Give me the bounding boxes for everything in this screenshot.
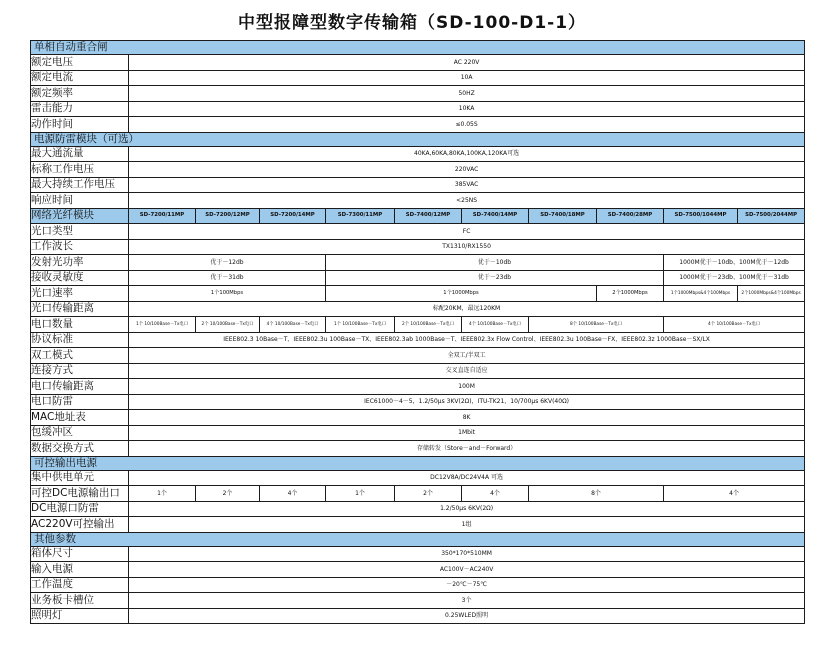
model-header: SD-7400/28MP bbox=[597, 208, 664, 224]
row-value: 1个1000Mbps bbox=[326, 286, 597, 302]
row-value: 1.2/50μs 6KV(2Ω) bbox=[129, 501, 805, 517]
row-value: 2个 bbox=[196, 486, 260, 502]
row-value: 10A bbox=[129, 70, 805, 86]
row-value: ≤0.05S bbox=[129, 117, 805, 133]
row-value: 2个1000Mbps&4个100Mbps bbox=[738, 286, 805, 302]
row-label: 工作温度 bbox=[31, 577, 129, 593]
row-value: 1000M优于－10db、100M优于－12db bbox=[664, 255, 805, 271]
section-single-phase: 单相自动重合闸 bbox=[31, 41, 805, 55]
row-label: 照明灯 bbox=[31, 608, 129, 624]
row-label: 可控DC电源输出口 bbox=[31, 486, 129, 502]
row-value: 3个 bbox=[129, 593, 805, 609]
row-value: 1000M优于－23db、100M优于－31db bbox=[664, 270, 805, 286]
row-value: 50HZ bbox=[129, 86, 805, 102]
table-row bbox=[31, 162, 805, 178]
row-value: 8个 bbox=[529, 486, 664, 502]
section-power-output: 可控输出电源 bbox=[31, 456, 805, 470]
table-row bbox=[31, 255, 805, 271]
table-row bbox=[31, 486, 805, 502]
row-value: 385VAC bbox=[129, 177, 805, 193]
table-row bbox=[31, 410, 805, 426]
row-value: 220VAC bbox=[129, 162, 805, 178]
row-label: 电口防雷 bbox=[31, 394, 129, 410]
table-row bbox=[31, 363, 805, 379]
row-value: 优于－12db bbox=[129, 255, 326, 271]
table-row bbox=[31, 501, 805, 517]
table-row bbox=[31, 470, 805, 486]
section-other: 其他参数 bbox=[31, 532, 805, 546]
table-row bbox=[31, 608, 805, 624]
row-value: TX1310/RX1550 bbox=[129, 239, 805, 255]
row-value: －20℃－75℃ bbox=[129, 577, 805, 593]
table-row bbox=[31, 562, 805, 578]
row-value: 1个 bbox=[326, 486, 395, 502]
model-header: SD-7500/1044MP bbox=[664, 208, 738, 224]
row-value: 2个 10/100Base－Tx电口 bbox=[395, 317, 462, 333]
row-value: 2个 10/100Base－Tx电口 bbox=[196, 317, 260, 333]
row-value: FC bbox=[129, 224, 805, 240]
row-label: 工作波长 bbox=[31, 239, 129, 255]
table-row bbox=[31, 70, 805, 86]
section-header bbox=[31, 41, 805, 55]
row-label: MAC地址表 bbox=[31, 410, 129, 426]
table-row bbox=[31, 224, 805, 240]
row-value: 4个 10/100Base－Tx电口 bbox=[260, 317, 326, 333]
row-value: 4个 10/100Base－Tx电口 bbox=[462, 317, 529, 333]
row-value: 1个 10/100Base－Tx电口 bbox=[129, 317, 196, 333]
fiber-module-label: 网络光纤模块 bbox=[31, 208, 129, 224]
row-label: DC电源口防雷 bbox=[31, 501, 129, 517]
row-value: 2个1000Mbps bbox=[597, 286, 664, 302]
table-row bbox=[31, 55, 805, 71]
row-label: 雷击能力 bbox=[31, 101, 129, 117]
row-label: AC220V可控输出 bbox=[31, 517, 129, 533]
model-header: SD-7200/11MP bbox=[129, 208, 196, 224]
row-value: 4个 10/100Base－Tx电口 bbox=[664, 317, 805, 333]
row-value: AC 220V bbox=[129, 55, 805, 71]
model-header: SD-7400/14MP bbox=[462, 208, 529, 224]
table-row bbox=[31, 517, 805, 533]
row-value: 交叉直连自适应 bbox=[129, 363, 805, 379]
row-label: 连接方式 bbox=[31, 363, 129, 379]
row-label: 协议标准 bbox=[31, 332, 129, 348]
row-value: 40KA,60KA,80KA,100KA,120KA可选 bbox=[129, 146, 805, 162]
model-header: SD-7300/11MP bbox=[326, 208, 395, 224]
row-value: 1个100Mbps bbox=[129, 286, 326, 302]
row-label: 额定电流 bbox=[31, 70, 129, 86]
table-row bbox=[31, 146, 805, 162]
row-value: 优于－31db bbox=[129, 270, 326, 286]
row-label: 双工模式 bbox=[31, 348, 129, 364]
row-value: 优于－23db bbox=[326, 270, 664, 286]
table-row bbox=[31, 101, 805, 117]
row-label: 包缓冲区 bbox=[31, 425, 129, 441]
row-value: AC100V－AC240V bbox=[129, 562, 805, 578]
row-label: 额定频率 bbox=[31, 86, 129, 102]
row-value: IEEE802.3 10Base－T、IEEE802.3u 100Base－TX、IEEE802.3ab 1000Base－T、IEEE802.3x Flow Control、IEEE802.3u 100Base－FX、IEEE802.3z 1000Base－SX/LX bbox=[129, 332, 805, 348]
row-value: 4个 bbox=[260, 486, 326, 502]
table-row bbox=[31, 379, 805, 395]
row-label: 最大通流量 bbox=[31, 146, 129, 162]
row-label: 标称工作电压 bbox=[31, 162, 129, 178]
table-row bbox=[31, 394, 805, 410]
model-header: SD-7500/2044MP bbox=[738, 208, 805, 224]
row-value: 350*170*510MM bbox=[129, 546, 805, 562]
table-row bbox=[31, 425, 805, 441]
table-row bbox=[31, 577, 805, 593]
row-value: IEC61000－4－5，1.2/50μs 3KV(2Ω)，ITU-TK21，10/700μs 6KV(40Ω) bbox=[129, 394, 805, 410]
row-value: 标配20KM，最远120KM bbox=[129, 301, 805, 317]
table-row bbox=[31, 348, 805, 364]
row-label: 光口速率 bbox=[31, 286, 129, 302]
row-value: 8K bbox=[129, 410, 805, 426]
row-value: 全双工/半双工 bbox=[129, 348, 805, 364]
section-header bbox=[31, 456, 805, 470]
table-row bbox=[31, 239, 805, 255]
spec-table bbox=[30, 40, 805, 624]
row-label: 箱体尺寸 bbox=[31, 546, 129, 562]
row-label: 光口类型 bbox=[31, 224, 129, 240]
fiber-models-row bbox=[31, 208, 805, 224]
table-row bbox=[31, 270, 805, 286]
row-label: 集中供电单元 bbox=[31, 470, 129, 486]
model-header: SD-7200/14MP bbox=[260, 208, 326, 224]
row-label: 业务板卡槽位 bbox=[31, 593, 129, 609]
row-label: 输入电源 bbox=[31, 562, 129, 578]
row-label: 光口传输距离 bbox=[31, 301, 129, 317]
table-row bbox=[31, 317, 805, 333]
row-label: 电口数量 bbox=[31, 317, 129, 333]
table-row bbox=[31, 593, 805, 609]
row-value: 10KA bbox=[129, 101, 805, 117]
row-label: 最大持续工作电压 bbox=[31, 177, 129, 193]
row-value: 1Mbit bbox=[129, 425, 805, 441]
model-header: SD-7200/12MP bbox=[196, 208, 260, 224]
row-value: 0.25WLED照明 bbox=[129, 608, 805, 624]
table-row bbox=[31, 441, 805, 457]
row-value: 100M bbox=[129, 379, 805, 395]
table-row bbox=[31, 86, 805, 102]
row-value: 存储转发（Store－and－Forward） bbox=[129, 441, 805, 457]
table-row bbox=[31, 193, 805, 209]
row-label: 额定电压 bbox=[31, 55, 129, 71]
row-value: 8个 10/100Base－Tx电口 bbox=[529, 317, 664, 333]
row-value: <25NS bbox=[129, 193, 805, 209]
section-surge: 电源防雷模块（可选） bbox=[31, 132, 805, 146]
row-value: 4个 bbox=[462, 486, 529, 502]
section-header bbox=[31, 132, 805, 146]
table-row bbox=[31, 117, 805, 133]
row-value: 1组 bbox=[129, 517, 805, 533]
model-header: SD-7400/12MP bbox=[395, 208, 462, 224]
row-label: 响应时间 bbox=[31, 193, 129, 209]
row-value: DC12V8A/DC24V4A 可选 bbox=[129, 470, 805, 486]
row-value: 优于－10db bbox=[326, 255, 664, 271]
row-value: 1个1000Mbps&4个100Mbps bbox=[664, 286, 738, 302]
table-row bbox=[31, 546, 805, 562]
row-value: 4个 bbox=[664, 486, 805, 502]
model-header: SD-7400/18MP bbox=[529, 208, 597, 224]
section-header bbox=[31, 532, 805, 546]
row-value: 1个 bbox=[129, 486, 196, 502]
row-value: 1个 10/100Base－Tx电口 bbox=[326, 317, 395, 333]
table-row bbox=[31, 286, 805, 302]
page-title: 中型报障型数字传输箱（SD-100-D1-1） bbox=[237, 13, 587, 33]
table-row bbox=[31, 332, 805, 348]
row-value: 2个 bbox=[395, 486, 462, 502]
table-row bbox=[31, 301, 805, 317]
row-label: 接收灵敏度 bbox=[31, 270, 129, 286]
row-label: 发射光功率 bbox=[31, 255, 129, 271]
row-label: 动作时间 bbox=[31, 117, 129, 133]
row-label: 数据交换方式 bbox=[31, 441, 129, 457]
row-label: 电口传输距离 bbox=[31, 379, 129, 395]
table-row bbox=[31, 177, 805, 193]
